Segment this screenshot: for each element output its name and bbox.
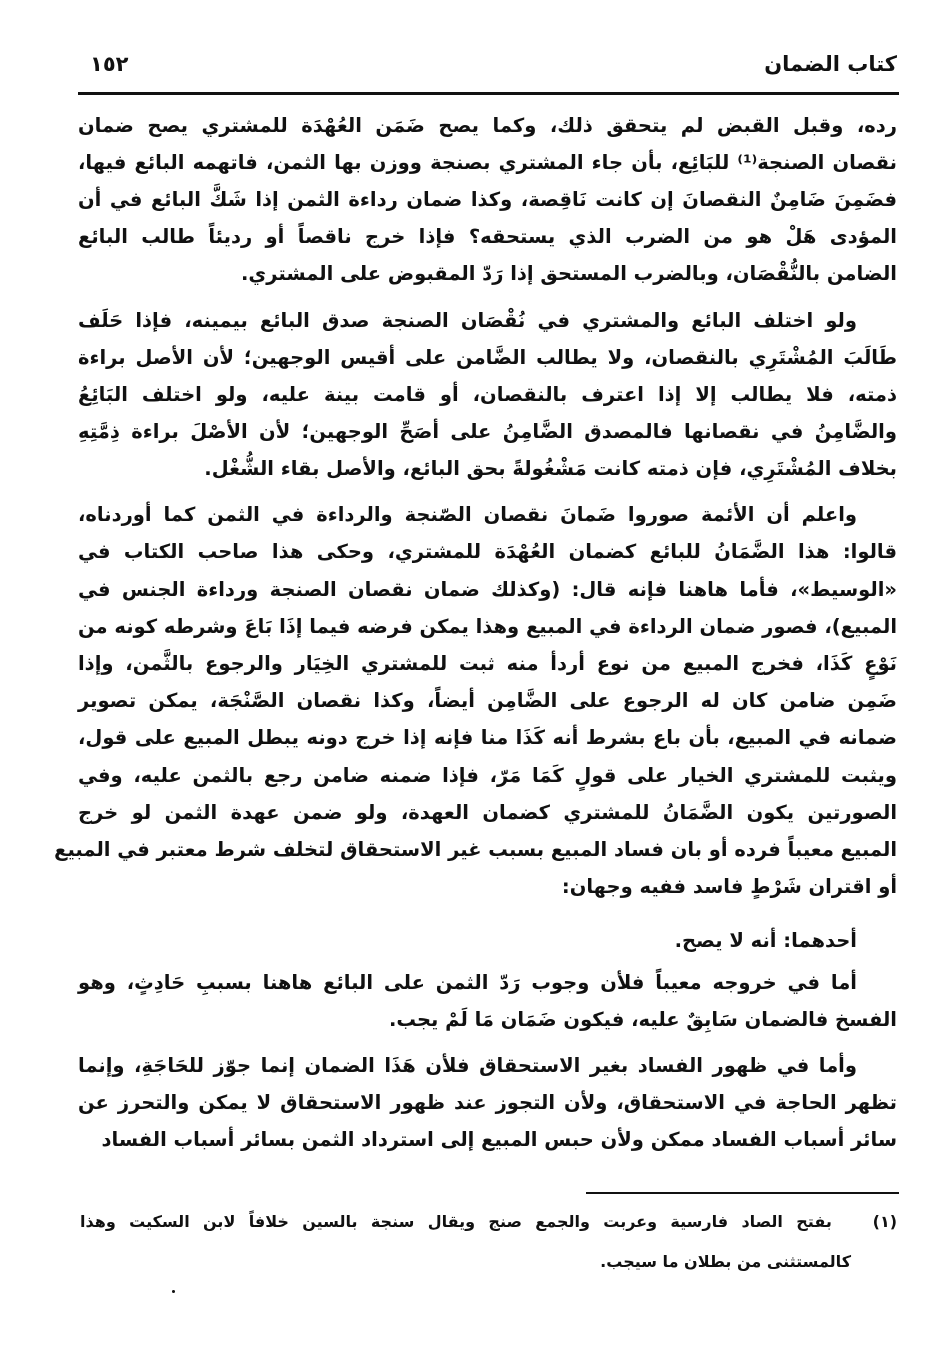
text-line: ذمته، فلا يطالب إلا إذا اعترف بالنقصان، أو قامت بينة عليه، ولو اختلف البَائِعُ xyxy=(78,383,897,406)
text-line: فضَمِنَ ضَامِنٌ النقصانَ إن كانت نَاقِصة، وكذا ضمان رداءة الثمن إذا شَكَّ البائع في أن xyxy=(78,188,897,211)
text-line: المؤدى هَلْ هو من الضرب الذي يستحقه؟ فإذا خرج ناقصاً أو رديئاً طالب البائع xyxy=(78,225,897,248)
scan-speck xyxy=(172,1290,175,1293)
text-line: ويثبت للمشتري الخيار على قولٍ كَمَا مَرّ، فإذا ضمنه ضامن رجع بالثمن عليه، وفي xyxy=(78,764,897,787)
footnote-line xyxy=(80,1210,897,1234)
running-header-title: كتاب الضمان xyxy=(764,52,897,76)
text-line: ضمانه في المبيع، بأن باع بشرط أنه كَذَا منا فإنه إذا خرج دونه يبطل المبيع على قول، xyxy=(78,726,897,749)
text-line: تظهر الحاجة في الاستحقاق، ولأن التجوز عند ظهور الاستحقاق لا يمكن والتحرز عن xyxy=(78,1091,897,1114)
text-line: ولو اختلف البائع والمشتري في نُقْصَان الصنجة صدق البائع بيمينه، فإذا حَلَف xyxy=(78,309,857,332)
text-line: الضامن بالنُّقْصَان، وبالضرب المستحق إذا رَدّ المقبوض على المشتري. xyxy=(240,262,897,285)
text-line: أما في خروجه معيباً فلأن وجوب رَدّ الثمن على البائع هاهنا بسببِ حَادِثٍ، وهو xyxy=(78,971,857,994)
text-line: رده، وقبل القبض لم يتحقق ذلك، وكما يصح ضَمَن العُهْدَة للمشتري يصح ضمان xyxy=(78,114,897,137)
text-line: نقصان الصنجة⁽¹⁾ للبَائِع، بأن جاء المشتري بصنجة ووزن بها الثمن، فاتهمه البائع فيها، xyxy=(78,151,897,174)
text-line: ضَمِن ضامن كان له الرجوع على الضَّامِن أيضاً، وكذا نقصان الصَّنْجَة، يمكن تصوير xyxy=(78,689,897,712)
text-line: والضَّامِنُ في نقصانها فالمصدق الضَّامِنُ على أصَحِّ الوجهين؛ لأن الأصْلَ براءة ذِمَّتِهِ xyxy=(78,420,897,443)
text-line: سائر أسباب الفساد ممكن ولأن حبس المبيع إلى استرداد الثمن بسائر أسباب الفساد xyxy=(101,1128,897,1151)
text-line: «الوسيط»، فأما هاهنا فإنه قال: (وكذلك ضمان نقصان الصنجة ورداءة الجنس في xyxy=(78,578,897,601)
text-line: طَالَبَ المُشْتَرِي بالنقصان، ولا يطالب الضَّامن على أقيس الوجهين؛ لأن الأصل براءة xyxy=(78,346,897,369)
footnote-marker: (١) xyxy=(872,1212,898,1231)
text-line: بخلاف المُشْتَرِي، فإن ذمته كانت مَشْغُولةً بحق البائع، والأصل بقاء الشُّغْل. xyxy=(204,457,897,480)
text-line: الصورتين يكون الضَّمَانُ للمشتري كضمان العهدة، ولو ضمن عهدة الثمن لو خرج xyxy=(78,801,897,824)
text-line: أحدهما: أنه لا يصح. xyxy=(674,929,857,952)
text-line: وأما في ظهور الفساد بغير الاستحقاق فلأن هَذَا الضمان إنما جوّز للحَاجَةِ، وإنما xyxy=(78,1054,857,1077)
page-number: ١٥٢ xyxy=(90,52,129,76)
header-rule xyxy=(78,92,899,95)
text-line: نَوْعٍ كَذَا، فخرج المبيع من نوع أردأ منه ثبت للمشتري الخِيَار والرجوع بالثَّمن، وإذا xyxy=(78,652,897,675)
text-line: قالوا: هذا الضَّمَانُ للبائع كضمان العُهْدَة للمشتري، وحكى هذا صاحب الكتاب في xyxy=(78,540,897,563)
footnote-line: كالمستثنى من بطلان ما سيجب. xyxy=(600,1252,851,1271)
text-line: واعلم أن الأئمة صوروا ضَمانَ نقصان الصّنجة والرداءة في الثمن كما أوردناه، xyxy=(78,503,857,526)
text-line: أو اقتران شَرْطٍ فاسد ففيه وجهان: xyxy=(561,875,897,898)
text-line: المبيع)، فصور ضمان الرداءة في المبيع وهذا يمكن فرضه فيما إذَا بَاعَ وشرطه كونه من xyxy=(78,615,897,638)
footnote-text: بفتح الصاد فارسية وعربت والجمع صنج ويقال سنجة بالسين خلافاً لابن السكيت وهذا xyxy=(80,1212,832,1231)
footnote-rule xyxy=(586,1192,899,1194)
text-line: المبيع معيباً فرده أو بان فساد المبيع بسبب غير الاستحقاق لتخلف شرط معتبر في المبيع xyxy=(54,838,897,861)
text-line: الفسخ فالضمان سَابِقٌ عليه، فيكون ضَمَان مَا لَمْ يجب. xyxy=(388,1008,897,1031)
